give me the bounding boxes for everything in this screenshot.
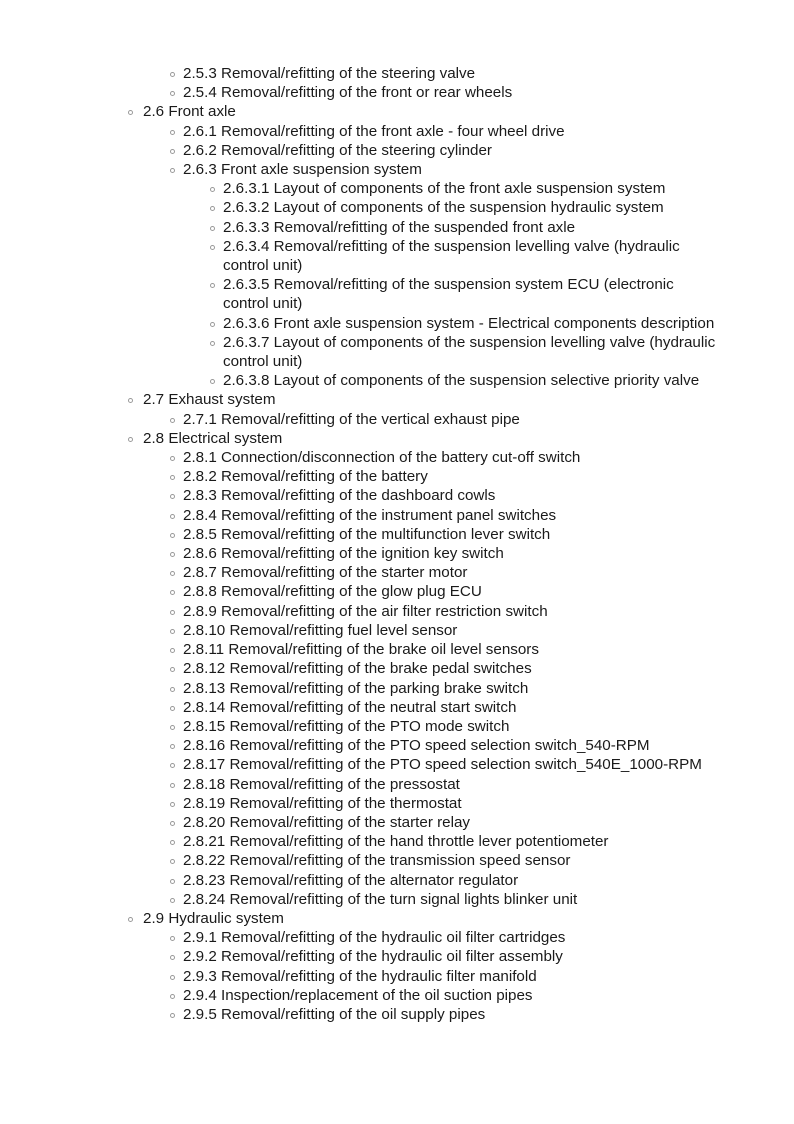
toc-entry-text: 2.8.15 Removal/refitting of the PTO mode switch xyxy=(183,717,510,735)
bullet-circle-icon xyxy=(170,821,175,826)
toc-entry[interactable] xyxy=(0,486,794,505)
toc-entry[interactable] xyxy=(0,928,794,947)
toc-entry-text: 2.8.2 Removal/refitting of the battery xyxy=(183,468,428,486)
toc-entry[interactable] xyxy=(0,218,723,237)
toc-entry[interactable] xyxy=(0,851,794,870)
bullet-circle-icon xyxy=(128,110,133,115)
toc-entry-text: 2.9.3 Removal/refitting of the hydraulic filter manifold xyxy=(183,967,537,985)
bullet-circle-icon xyxy=(170,149,175,154)
toc-entry[interactable] xyxy=(0,102,794,121)
toc-entry-text: 2.8.23 Removal/refitting of the alternator regulator xyxy=(183,871,519,889)
toc-entry-text: 2.8.1 Connection/disconnection of the battery cut-off switch xyxy=(183,449,581,467)
toc-entry[interactable] xyxy=(0,198,723,217)
toc-entry-text: 2.9.4 Inspection/replacement of the oil suction pipes xyxy=(183,986,533,1004)
toc-entry-text: 2.8.7 Removal/refitting of the starter motor xyxy=(183,564,468,582)
toc-entry[interactable] xyxy=(0,698,794,717)
toc-entry[interactable] xyxy=(0,371,723,390)
toc-entry-text: 2.7.1 Removal/refitting of the vertical exhaust pipe xyxy=(183,410,520,428)
bullet-circle-icon xyxy=(170,840,175,845)
toc-entry-text: 2.9.2 Removal/refitting of the hydraulic oil filter assembly xyxy=(183,948,563,966)
bullet-circle-icon xyxy=(170,936,175,941)
bullet-circle-icon xyxy=(170,475,175,480)
toc-entry-text: 2.7 Exhaust system xyxy=(143,391,276,409)
bullet-circle-icon xyxy=(170,494,175,499)
toc-entry[interactable] xyxy=(0,1005,794,1024)
bullet-circle-icon xyxy=(210,379,215,384)
toc-entry[interactable] xyxy=(0,448,794,467)
toc-entry-text: 2.8.12 Removal/refitting of the brake pedal switches xyxy=(183,660,532,678)
toc-entry[interactable] xyxy=(0,122,794,141)
toc-entry[interactable] xyxy=(0,582,794,601)
bullet-circle-icon xyxy=(170,994,175,999)
toc-entry-text: 2.6.3.6 Front axle suspension system - Electrical components description xyxy=(223,314,715,332)
bullet-circle-icon xyxy=(170,955,175,960)
bullet-circle-icon xyxy=(170,725,175,730)
bullet-circle-icon xyxy=(170,859,175,864)
toc-entry[interactable] xyxy=(0,179,723,198)
bullet-circle-icon xyxy=(210,245,215,250)
toc-entry-text: 2.8.8 Removal/refitting of the glow plug ECU xyxy=(183,583,482,601)
toc-entry-text: 2.8.14 Removal/refitting of the neutral start switch xyxy=(183,698,517,716)
toc-entry-text: 2.5.4 Removal/refitting of the front or rear wheels xyxy=(183,84,513,102)
toc-entry-text: 2.9 Hydraulic system xyxy=(143,909,284,927)
toc-entry-text: 2.8.19 Removal/refitting of the thermostat xyxy=(183,794,462,812)
toc-entry-text: 2.8 Electrical system xyxy=(143,429,283,447)
bullet-circle-icon xyxy=(170,590,175,595)
toc-entry[interactable] xyxy=(0,947,794,966)
toc-entry[interactable] xyxy=(0,314,723,333)
toc-entry[interactable] xyxy=(0,717,794,736)
toc-entry-text: 2.9.1 Removal/refitting of the hydraulic oil filter cartridges xyxy=(183,929,566,947)
bullet-circle-icon xyxy=(170,706,175,711)
toc-entry-text: 2.8.3 Removal/refitting of the dashboard cowls xyxy=(183,487,496,505)
bullet-circle-icon xyxy=(170,687,175,692)
bullet-circle-icon xyxy=(170,763,175,768)
bullet-circle-icon xyxy=(210,283,215,288)
toc-entry[interactable] xyxy=(0,736,794,755)
toc-entry-text: 2.6.2 Removal/refitting of the steering cylinder xyxy=(183,141,492,159)
toc-entry[interactable] xyxy=(0,890,794,909)
toc-entry[interactable] xyxy=(0,832,794,851)
toc-entry-text: 2.6.3.3 Removal/refitting of the suspended front axle xyxy=(223,218,576,236)
bullet-circle-icon xyxy=(210,341,215,346)
bullet-circle-icon xyxy=(170,744,175,749)
toc-entry[interactable] xyxy=(0,506,794,525)
toc-entry[interactable] xyxy=(0,467,794,486)
toc-entry[interactable] xyxy=(0,390,794,409)
toc-entry[interactable] xyxy=(0,986,794,1005)
bullet-circle-icon xyxy=(170,552,175,557)
bullet-circle-icon xyxy=(170,898,175,903)
toc-entry-text: 2.6.3.5 Removal/refitting of the suspension system ECU (electronic control unit) xyxy=(223,276,674,313)
toc-entry-text: 2.8.22 Removal/refitting of the transmission speed sensor xyxy=(183,852,571,870)
toc-entry[interactable] xyxy=(0,621,794,640)
toc-entry-text: 2.8.17 Removal/refitting of the PTO speed selection switch_540E_1000-RPM xyxy=(183,756,702,774)
bullet-circle-icon xyxy=(170,514,175,519)
bullet-circle-icon xyxy=(210,187,215,192)
toc-entry-text: 2.8.11 Removal/refitting of the brake oil level sensors xyxy=(183,641,539,659)
bullet-circle-icon xyxy=(210,206,215,211)
bullet-circle-icon xyxy=(128,398,133,403)
toc-entry[interactable] xyxy=(0,775,794,794)
toc-entry[interactable] xyxy=(0,794,794,813)
bullet-circle-icon xyxy=(128,917,133,922)
toc-entry-text: 2.5.3 Removal/refitting of the steering valve xyxy=(183,65,476,82)
toc-entry-text: 2.8.4 Removal/refitting of the instrument panel switches xyxy=(183,506,557,524)
toc-entry[interactable] xyxy=(0,410,794,429)
bullet-circle-icon xyxy=(170,456,175,461)
bullet-circle-icon xyxy=(210,226,215,231)
toc-entry[interactable] xyxy=(0,429,794,448)
bullet-circle-icon xyxy=(170,418,175,423)
bullet-circle-icon xyxy=(170,72,175,77)
toc-entry[interactable] xyxy=(0,563,794,582)
toc-entry[interactable] xyxy=(0,64,794,83)
bullet-circle-icon xyxy=(170,91,175,96)
toc-entry[interactable] xyxy=(0,333,723,371)
toc-entry[interactable] xyxy=(0,275,723,313)
toc-entry-text: 2.8.6 Removal/refitting of the ignition key switch xyxy=(183,545,504,563)
toc-entry-text: 2.8.10 Removal/refitting fuel level sensor xyxy=(183,621,458,639)
toc-entry-text: 2.8.21 Removal/refitting of the hand throttle lever potentiometer xyxy=(183,833,609,851)
toc-entry[interactable] xyxy=(0,813,794,832)
bullet-circle-icon xyxy=(170,610,175,615)
bullet-circle-icon xyxy=(170,168,175,173)
bullet-circle-icon xyxy=(170,1013,175,1018)
bullet-circle-icon xyxy=(170,667,175,672)
toc-entry-text: 2.9.5 Removal/refitting of the oil supply pipes xyxy=(183,1005,486,1023)
toc-entry[interactable] xyxy=(0,909,794,928)
toc-entry[interactable] xyxy=(0,141,794,160)
toc-entry-text: 2.8.16 Removal/refitting of the PTO speed selection switch_540-RPM xyxy=(183,737,650,755)
bullet-circle-icon xyxy=(170,629,175,634)
bullet-circle-icon xyxy=(170,571,175,576)
bullet-circle-icon xyxy=(170,975,175,980)
toc-entry-text: 2.8.24 Removal/refitting of the turn signal lights blinker unit xyxy=(183,890,578,908)
toc-entry[interactable] xyxy=(0,160,794,179)
toc-entry-text: 2.8.20 Removal/refitting of the starter relay xyxy=(183,813,471,831)
toc-entry[interactable] xyxy=(0,525,794,544)
bullet-circle-icon xyxy=(170,802,175,807)
bullet-circle-icon xyxy=(170,783,175,788)
toc-entry-text: 2.8.13 Removal/refitting of the parking brake switch xyxy=(183,679,529,697)
toc-entry[interactable] xyxy=(0,679,794,698)
toc-entry-text: 2.6.3.4 Removal/refitting of the suspension levelling valve (hydraulic control unit) xyxy=(223,237,680,275)
toc-entry[interactable] xyxy=(0,967,794,986)
toc-entry-text: 2.6.3.2 Layout of components of the suspension hydraulic system xyxy=(223,199,664,217)
toc-entry-text: 2.6.3.7 Layout of components of the suspension levelling valve (hydraulic control unit) xyxy=(223,333,716,371)
toc-entry[interactable] xyxy=(0,755,794,774)
bullet-circle-icon xyxy=(170,879,175,884)
toc-entry-text: 2.8.5 Removal/refitting of the multifunction lever switch xyxy=(183,525,551,543)
toc-entry[interactable] xyxy=(0,237,723,275)
toc-entry-text: 2.6.3.8 Layout of components of the suspension selective priority valve xyxy=(223,372,700,390)
toc-entry-text: 2.8.9 Removal/refitting of the air filter restriction switch xyxy=(183,602,548,620)
table-of-contents xyxy=(0,64,794,1024)
toc-entry-text: 2.6 Front axle xyxy=(143,103,236,121)
bullet-circle-icon xyxy=(170,648,175,653)
toc-entry[interactable] xyxy=(0,602,794,621)
bullet-circle-icon xyxy=(128,437,133,442)
bullet-circle-icon xyxy=(170,533,175,538)
toc-entry[interactable] xyxy=(0,871,794,890)
toc-entry[interactable] xyxy=(0,83,794,102)
bullet-circle-icon xyxy=(210,322,215,327)
toc-entry[interactable] xyxy=(0,659,794,678)
toc-entry[interactable] xyxy=(0,640,794,659)
toc-entry-text: 2.6.1 Removal/refitting of the front axle - four wheel drive xyxy=(183,122,565,140)
toc-entry-text: 2.6.3 Front axle suspension system xyxy=(183,161,422,179)
toc-entry[interactable] xyxy=(0,544,794,563)
toc-entry-text: 2.6.3.1 Layout of components of the front axle suspension system xyxy=(223,180,666,198)
toc-entry-text: 2.8.18 Removal/refitting of the pressostat xyxy=(183,775,460,793)
bullet-circle-icon xyxy=(170,130,175,135)
